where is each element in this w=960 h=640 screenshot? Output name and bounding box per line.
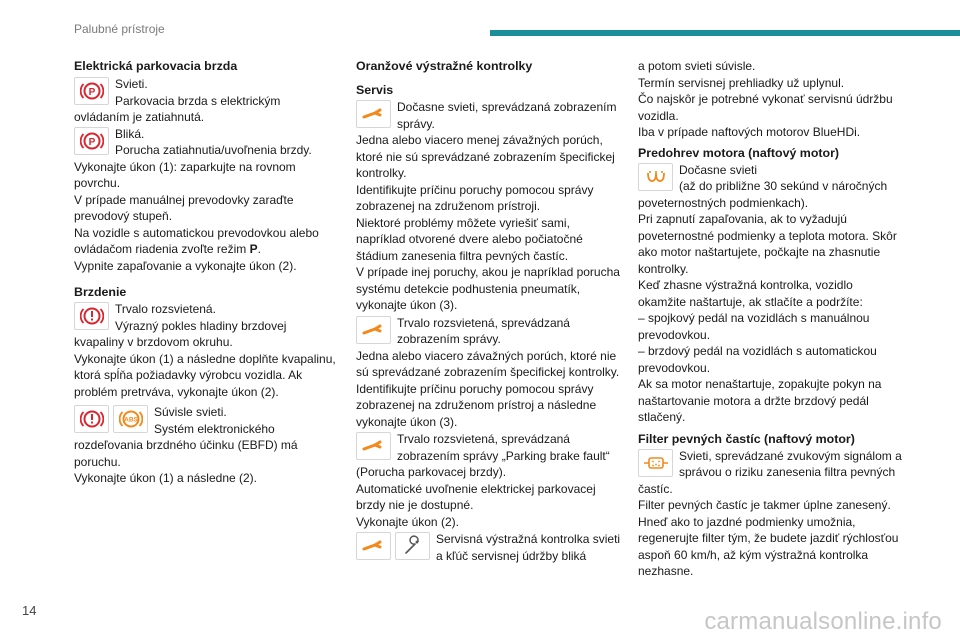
subsection-title-service: Servis: [356, 83, 394, 97]
column-2: [356, 58, 622, 564]
status-text: Dočasne svieti: [679, 162, 758, 177]
status-text: Trvalo rozsvietená, sprevádzaná zobrazením správy.: [397, 315, 570, 346]
page-number: 14: [22, 603, 37, 618]
paragraph: – spojkový pedál na vozidlách s manuálnou prevodovkou.: [638, 311, 870, 342]
service-spanner-icon: [356, 432, 391, 460]
description-text: Systém elektronického rozdeľovania brzdného účinku (EBFD) má poruchu.: [74, 421, 298, 469]
paragraph: [74, 225, 336, 258]
paragraph: Termín servisnej prehliadky už uplynul.: [638, 75, 845, 90]
section-title-parking-brake: Elektrická parkovacia brzda: [74, 59, 238, 73]
particle-filter-icon: [638, 449, 673, 477]
text-run: Na vozidle s automatickou prevodovkou alebo ovládačom riadenia zvoľte režim: [74, 225, 319, 256]
abs-icon-label: ABS: [123, 416, 138, 424]
paragraph: Hneď ako to jazdné podmienky umožnia, regenerujte filter tým, že budete jazdiť rýchlosťou aspoň 60 km/h, až kým výstražná kontrolka nezhasne.: [638, 514, 899, 578]
service-spanner-icon: [356, 532, 391, 560]
entry-service-temporary: [356, 99, 622, 132]
paragraph: Niektoré problémy môžete vyriešiť sami, napríklad otvorené dvere alebo počiatočné štádium zanesenia filtra pevných častíc.: [356, 215, 583, 263]
entry-parking-brake-blinking: [74, 126, 336, 159]
description-text: Parkovacia brzda s elektrickým ovládaním je zatiahnutá.: [74, 93, 281, 124]
brake-warning-icon: [74, 302, 109, 330]
status-text: Trvalo rozsvietená.: [115, 302, 216, 316]
section-title-particle-filter: Filter pevných častíc (naftový motor): [638, 431, 855, 446]
entry-service-permanent: [356, 315, 622, 348]
status-text: Svieti, sprevádzané zvukovým signálom a správou o riziku zanesenia filtra pevných častíc.: [638, 448, 902, 496]
column-3: [638, 58, 904, 580]
paragraph: Keď zhasne výstražná kontrolka, vozidlo okamžite naštartuje, ak stlačíte a podržíte:: [638, 278, 863, 309]
paragraph: Ak sa motor nenaštartuje, zopakujte pokyn na naštartovanie motora a držte brzdový pedál stlačený.: [638, 377, 882, 424]
bold-mode-letter: P: [249, 242, 258, 256]
description-text: Porucha zatiahnutia/uvoľnenia brzdy.: [115, 143, 312, 157]
section-title-preheating: Predohrev motora (naftový motor): [638, 145, 840, 160]
paragraph: Vykonajte úkon (1): zaparkujte na rovnom povrchu.: [74, 159, 296, 190]
status-text: Bliká.: [115, 126, 145, 141]
paragraph: V prípade manuálnej prevodovky zaraďte prevodový stupeň.: [74, 192, 294, 223]
brake-warning-icon: [74, 405, 109, 433]
entry-service-overdue: [356, 531, 622, 564]
section-title-orange-warnings: Oranžové výstražné kontrolky: [356, 59, 533, 73]
running-header-title: Palubné prístroje: [74, 22, 165, 36]
entry-service-parking-brake-fault: [356, 431, 622, 481]
paragraph: Jedna alebo viacero závažných porúch, ktoré nie sú sprevádzané zobrazením špecifickej kontrolky.: [356, 348, 620, 379]
paragraph: Filter pevných častíc je takmer úplne zanesený.: [638, 498, 891, 512]
paragraph: Vykonajte úkon (1) a následne doplňte kvapalinu, ktorá spĺňa požiadavky výrobcu vozidla. Ak problém pretrváva, vykonajte úkon (2).: [74, 351, 336, 399]
text-run: .: [257, 242, 261, 256]
header-accent-bar: [490, 30, 960, 36]
watermark-text: carmanualsonline.info: [704, 608, 942, 635]
status-text: Trvalo rozsvietená, sprevádzaná zobrazením správy „Parking brake fault“ (Porucha parkovacej brzdy).: [356, 432, 610, 479]
maintenance-wrench-icon: [395, 532, 430, 560]
abs-warning-icon: [113, 405, 148, 433]
entry-ebfd: [74, 404, 336, 470]
status-text: Súvisle svieti.: [154, 405, 227, 419]
glow-plug-icon: [638, 163, 673, 191]
paragraph: Čo najskôr je potrebné vykonať servisnú údržbu vozidla.: [638, 92, 893, 123]
entry-preheating: [638, 162, 904, 212]
paragraph: Identifikujte príčinu poruchy pomocou správy zobrazenej na združenom prístroj a následne vykonajte úkon (3).: [356, 381, 597, 429]
paragraph: – brzdový pedál na vozidlách s automatickou prevodovkou.: [638, 344, 877, 375]
parking-brake-warning-icon: [74, 77, 109, 105]
paragraph: V prípade inej poruchy, akou je napríklad porucha systému detekcie podhustenia pneumatík, vykonajte úkon (3).: [356, 265, 620, 312]
paragraph: Automatické uvoľnenie elektrickej parkovacej brzdy nie je dostupné.: [356, 481, 596, 512]
section-title-braking: Brzdenie: [74, 285, 127, 299]
description-text: (až do približne 30 sekúnd v náročných poveternostných podmienkach).: [638, 179, 888, 210]
parking-icon-letter: P: [88, 136, 95, 148]
service-spanner-icon: [356, 100, 391, 128]
paragraph: a potom svieti súvisle.: [638, 59, 756, 73]
paragraph: Vykonajte úkon (2).: [356, 514, 459, 529]
paragraph: Vypnite zapaľovanie a vykonajte úkon (2).: [74, 258, 297, 273]
paragraph: Jedna alebo viacero menej závažných porúch, ktoré nie sú sprevádzané zobrazením špecifickej kontrolky.: [356, 133, 615, 180]
entry-particle-filter: [638, 448, 904, 498]
parking-brake-warning-icon: [74, 127, 109, 155]
service-spanner-icon: [356, 316, 391, 344]
entry-brake-fluid: [74, 301, 336, 351]
status-text: Dočasne svieti, sprevádzaná zobrazením správy.: [397, 100, 617, 131]
entry-parking-brake-on: [74, 76, 336, 126]
column-1: [74, 58, 336, 487]
paragraph: Identifikujte príčinu poruchy pomocou správy zobrazenej na združenom prístroji.: [356, 182, 594, 213]
paragraph: Iba v prípade naftových motorov BlueHDi.: [638, 125, 861, 139]
parking-icon-letter: P: [88, 87, 95, 98]
paragraph: Vykonajte úkon (1) a následne (2).: [74, 471, 257, 485]
status-text: Svieti.: [115, 77, 148, 91]
paragraph: Pri zapnutí zapaľovania, ak to vyžadujú poveternostné podmienky a teplota motora. Skôr ako motor naštartujete, počkajte na zhasnutie kontrolky.: [638, 212, 897, 276]
description-text: Výrazný pokles hladiny brzdovej kvapaliny v brzdovom okruhu.: [74, 318, 287, 349]
status-text: Servisná výstražná kontrolka svieti a kľúč servisnej údržby bliká: [436, 532, 621, 563]
